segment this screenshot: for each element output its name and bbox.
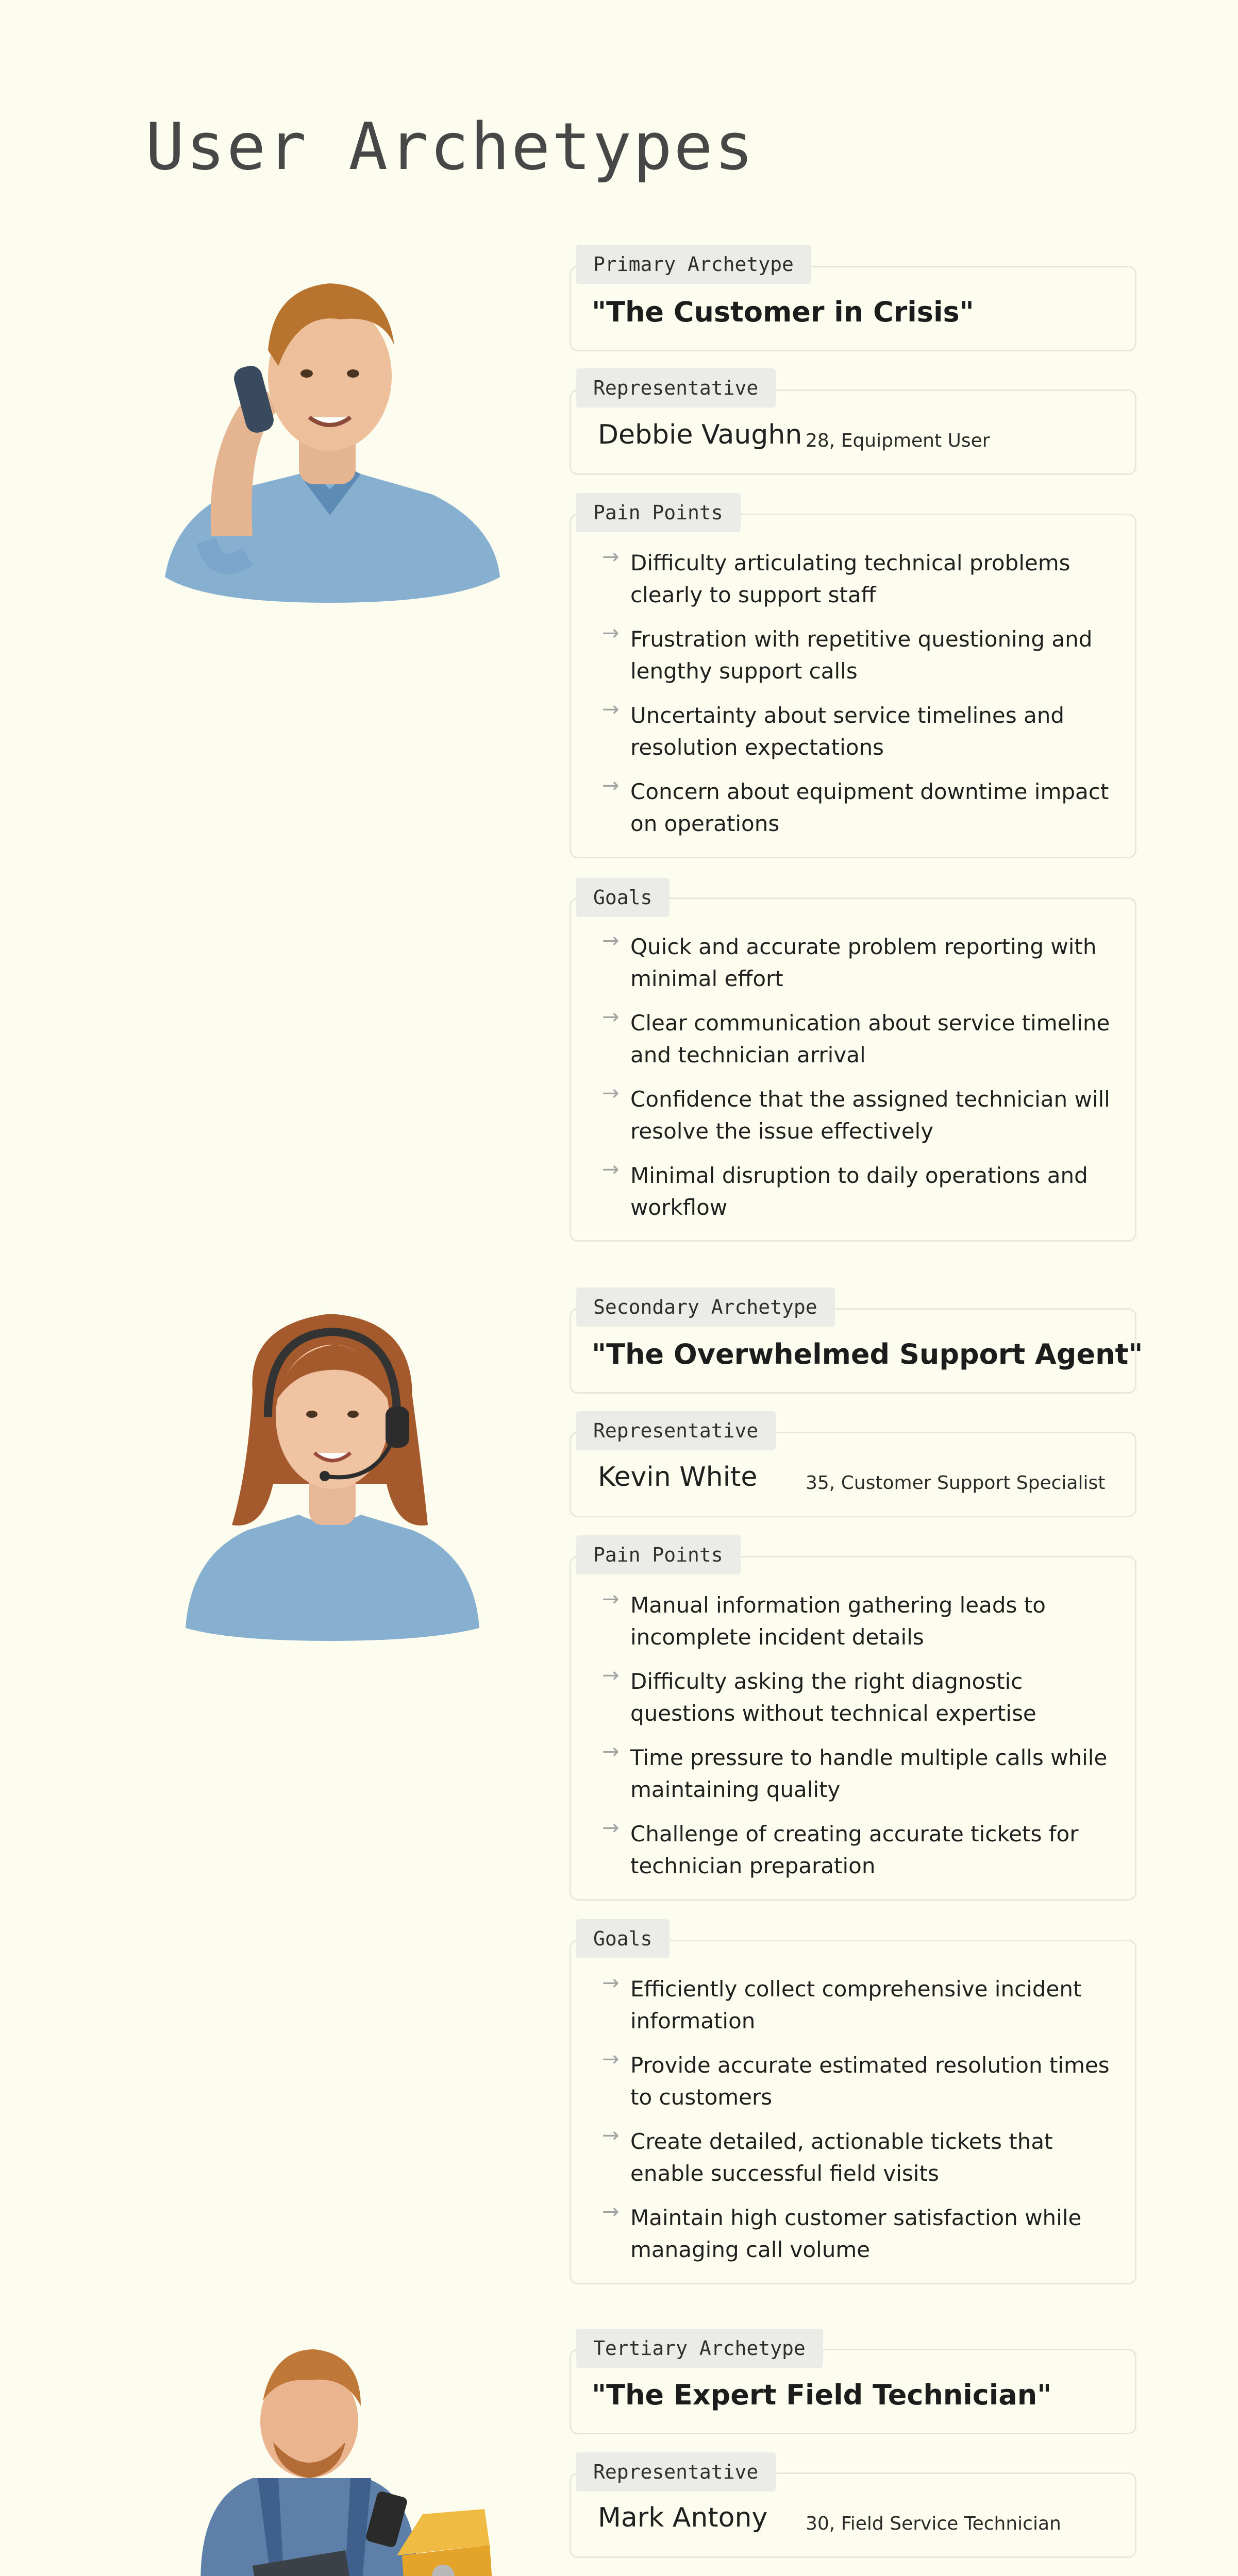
representative-label: Representative (576, 2452, 776, 2492)
representative-label: Representative (576, 368, 776, 408)
arrow-right-icon: → (602, 929, 620, 953)
archetype-name: "The Expert Field Technician" (592, 2379, 1052, 2411)
goals-box: → Efficiently collect comprehensive incident information → Provide accurate estimated resolution times to customers → Create detailed, actionable tickets that enable successful field visits → Maintain high customer satisfaction while managing call volume (570, 1940, 1136, 2284)
archetype-tag: Secondary Archetype (576, 1287, 835, 1327)
arrow-right-icon: → (602, 1816, 620, 1840)
arrow-right-icon: → (602, 698, 620, 721)
goals-label: Goals (576, 878, 670, 917)
arrow-right-icon: → (602, 1664, 620, 1687)
representative-description: 28, Equipment User (806, 430, 990, 451)
arrow-right-icon: → (602, 2047, 620, 2071)
representative-description: 35, Customer Support Specialist (806, 1472, 1106, 1494)
pain-points-label: Pain Points (576, 1535, 741, 1574)
goals-label: Goals (576, 1919, 670, 1958)
archetype-tag: Tertiary Archetype (576, 2329, 823, 2368)
technician-with-laptop-illustration (155, 2329, 505, 2576)
arrow-right-icon: → (602, 621, 620, 645)
archetype-tag: Primary Archetype (576, 245, 811, 284)
pain-points-label: Pain Points (576, 493, 741, 532)
representative-description: 30, Field Service Technician (806, 2513, 1061, 2534)
arrow-right-icon: → (602, 1158, 620, 1181)
man-on-phone-illustration (144, 247, 515, 608)
arrow-right-icon: → (602, 2124, 620, 2147)
archetype-name: "The Customer in Crisis" (592, 296, 974, 328)
representative-name: Debbie Vaughn (598, 419, 802, 450)
arrow-right-icon: → (602, 1971, 620, 1995)
arrow-right-icon: → (602, 1740, 620, 1764)
arrow-right-icon: → (602, 1587, 620, 1611)
pain-points-box: → Manual information gathering leads to incomplete incident details → Difficulty asking the right diagnostic questions without technical expertise → Time pressure to handle multiple calls while maintaining quality → Challenge of creating accurate tickets for technician preparation (570, 1556, 1136, 1901)
goals-box: → Quick and accurate problem reporting with minimal effort → Clear communication about service timeline and technician arrival → Confidence that the assigned technician will resolve the issue effectively → Minimal disruption to daily operations and workflow (570, 897, 1136, 1242)
arrow-right-icon: → (602, 774, 620, 798)
representative-name: Mark Antony (598, 2502, 768, 2533)
pain-points-box: → Difficulty articulating technical problems clearly to support staff → Frustration with repetitive questioning and lengthy support calls → Uncertainty about service timelines and resolution expectations → Concern about equipment downtime impact on operations (570, 514, 1136, 858)
archetype-name: "The Overwhelmed Support Agent" (592, 1338, 1143, 1370)
arrow-right-icon: → (602, 2200, 620, 2224)
representative-label: Representative (576, 1411, 776, 1450)
page-title: User Archetypes (145, 109, 755, 184)
arrow-right-icon: → (602, 545, 620, 569)
arrow-right-icon: → (602, 1081, 620, 1105)
representative-name: Kevin White (598, 1462, 758, 1493)
arrow-right-icon: → (602, 1005, 620, 1029)
woman-with-headset-illustration (170, 1288, 490, 1643)
